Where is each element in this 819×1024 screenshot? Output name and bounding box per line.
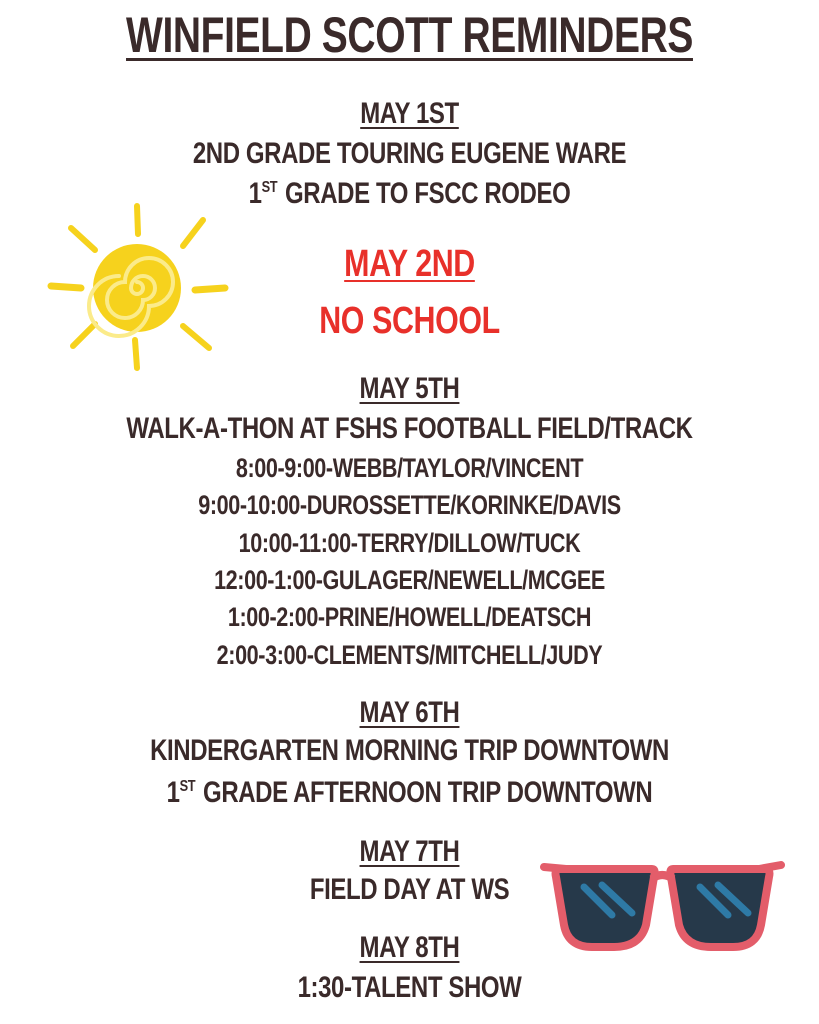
ordinal-suffix: ST	[261, 179, 278, 196]
schedule-row: 10:00-11:00-TERRY/DILLOW/TUCK	[238, 528, 581, 558]
date-may-6: MAY 6TH	[359, 696, 460, 729]
ordinal-number: 1	[248, 177, 262, 210]
ordinal-number: 1	[166, 776, 180, 809]
schedule-row: 2:00-3:00-CLEMENTS/MITCHELL/JUDY	[216, 640, 603, 670]
date-may-1: MAY 1ST	[360, 97, 459, 130]
page-title: WINFIELD SCOTT REMINDERS	[126, 7, 693, 63]
sunglasses-icon	[540, 855, 785, 955]
schedule-row: 1:00-2:00-PRINE/HOWELL/DEATSCH	[227, 602, 592, 632]
event-may-6-line-1: KINDERGARTEN MORNING TRIP DOWNTOWN	[150, 734, 669, 767]
schedule-row: 12:00-1:00-GULAGER/NEWELL/MCGEE	[214, 565, 605, 595]
event-may-8-talent-show: 1:30-TALENT SHOW	[297, 971, 522, 1004]
schedule-row: 8:00-9:00-WEBB/TAYLOR/VINCENT	[235, 453, 584, 483]
date-may-7: MAY 7TH	[359, 835, 460, 868]
event-may-7-field-day: FIELD DAY AT WS	[309, 873, 510, 906]
event-may-2-no-school: NO SCHOOL	[319, 300, 500, 342]
date-may-5: MAY 5TH	[359, 372, 460, 405]
event-may-1-line-1: 2ND GRADE TOURING EUGENE WARE	[192, 137, 627, 170]
ordinal-suffix: ST	[179, 778, 196, 795]
date-may-8: MAY 8TH	[359, 931, 460, 964]
event-may-5-walkathon: WALK-A-THON AT FSHS FOOTBALL FIELD/TRACK	[126, 412, 693, 445]
schedule-row: 9:00-10:00-DUROSSETTE/KORINKE/DAVIS	[198, 490, 621, 520]
event-text: GRADE AFTERNOON TRIP DOWNTOWN	[203, 776, 653, 809]
date-may-2: MAY 2ND	[344, 243, 475, 285]
event-may-6-line-2	[82, 776, 737, 810]
sun-icon	[45, 198, 235, 378]
event-text: GRADE TO FSCC RODEO	[285, 177, 571, 210]
